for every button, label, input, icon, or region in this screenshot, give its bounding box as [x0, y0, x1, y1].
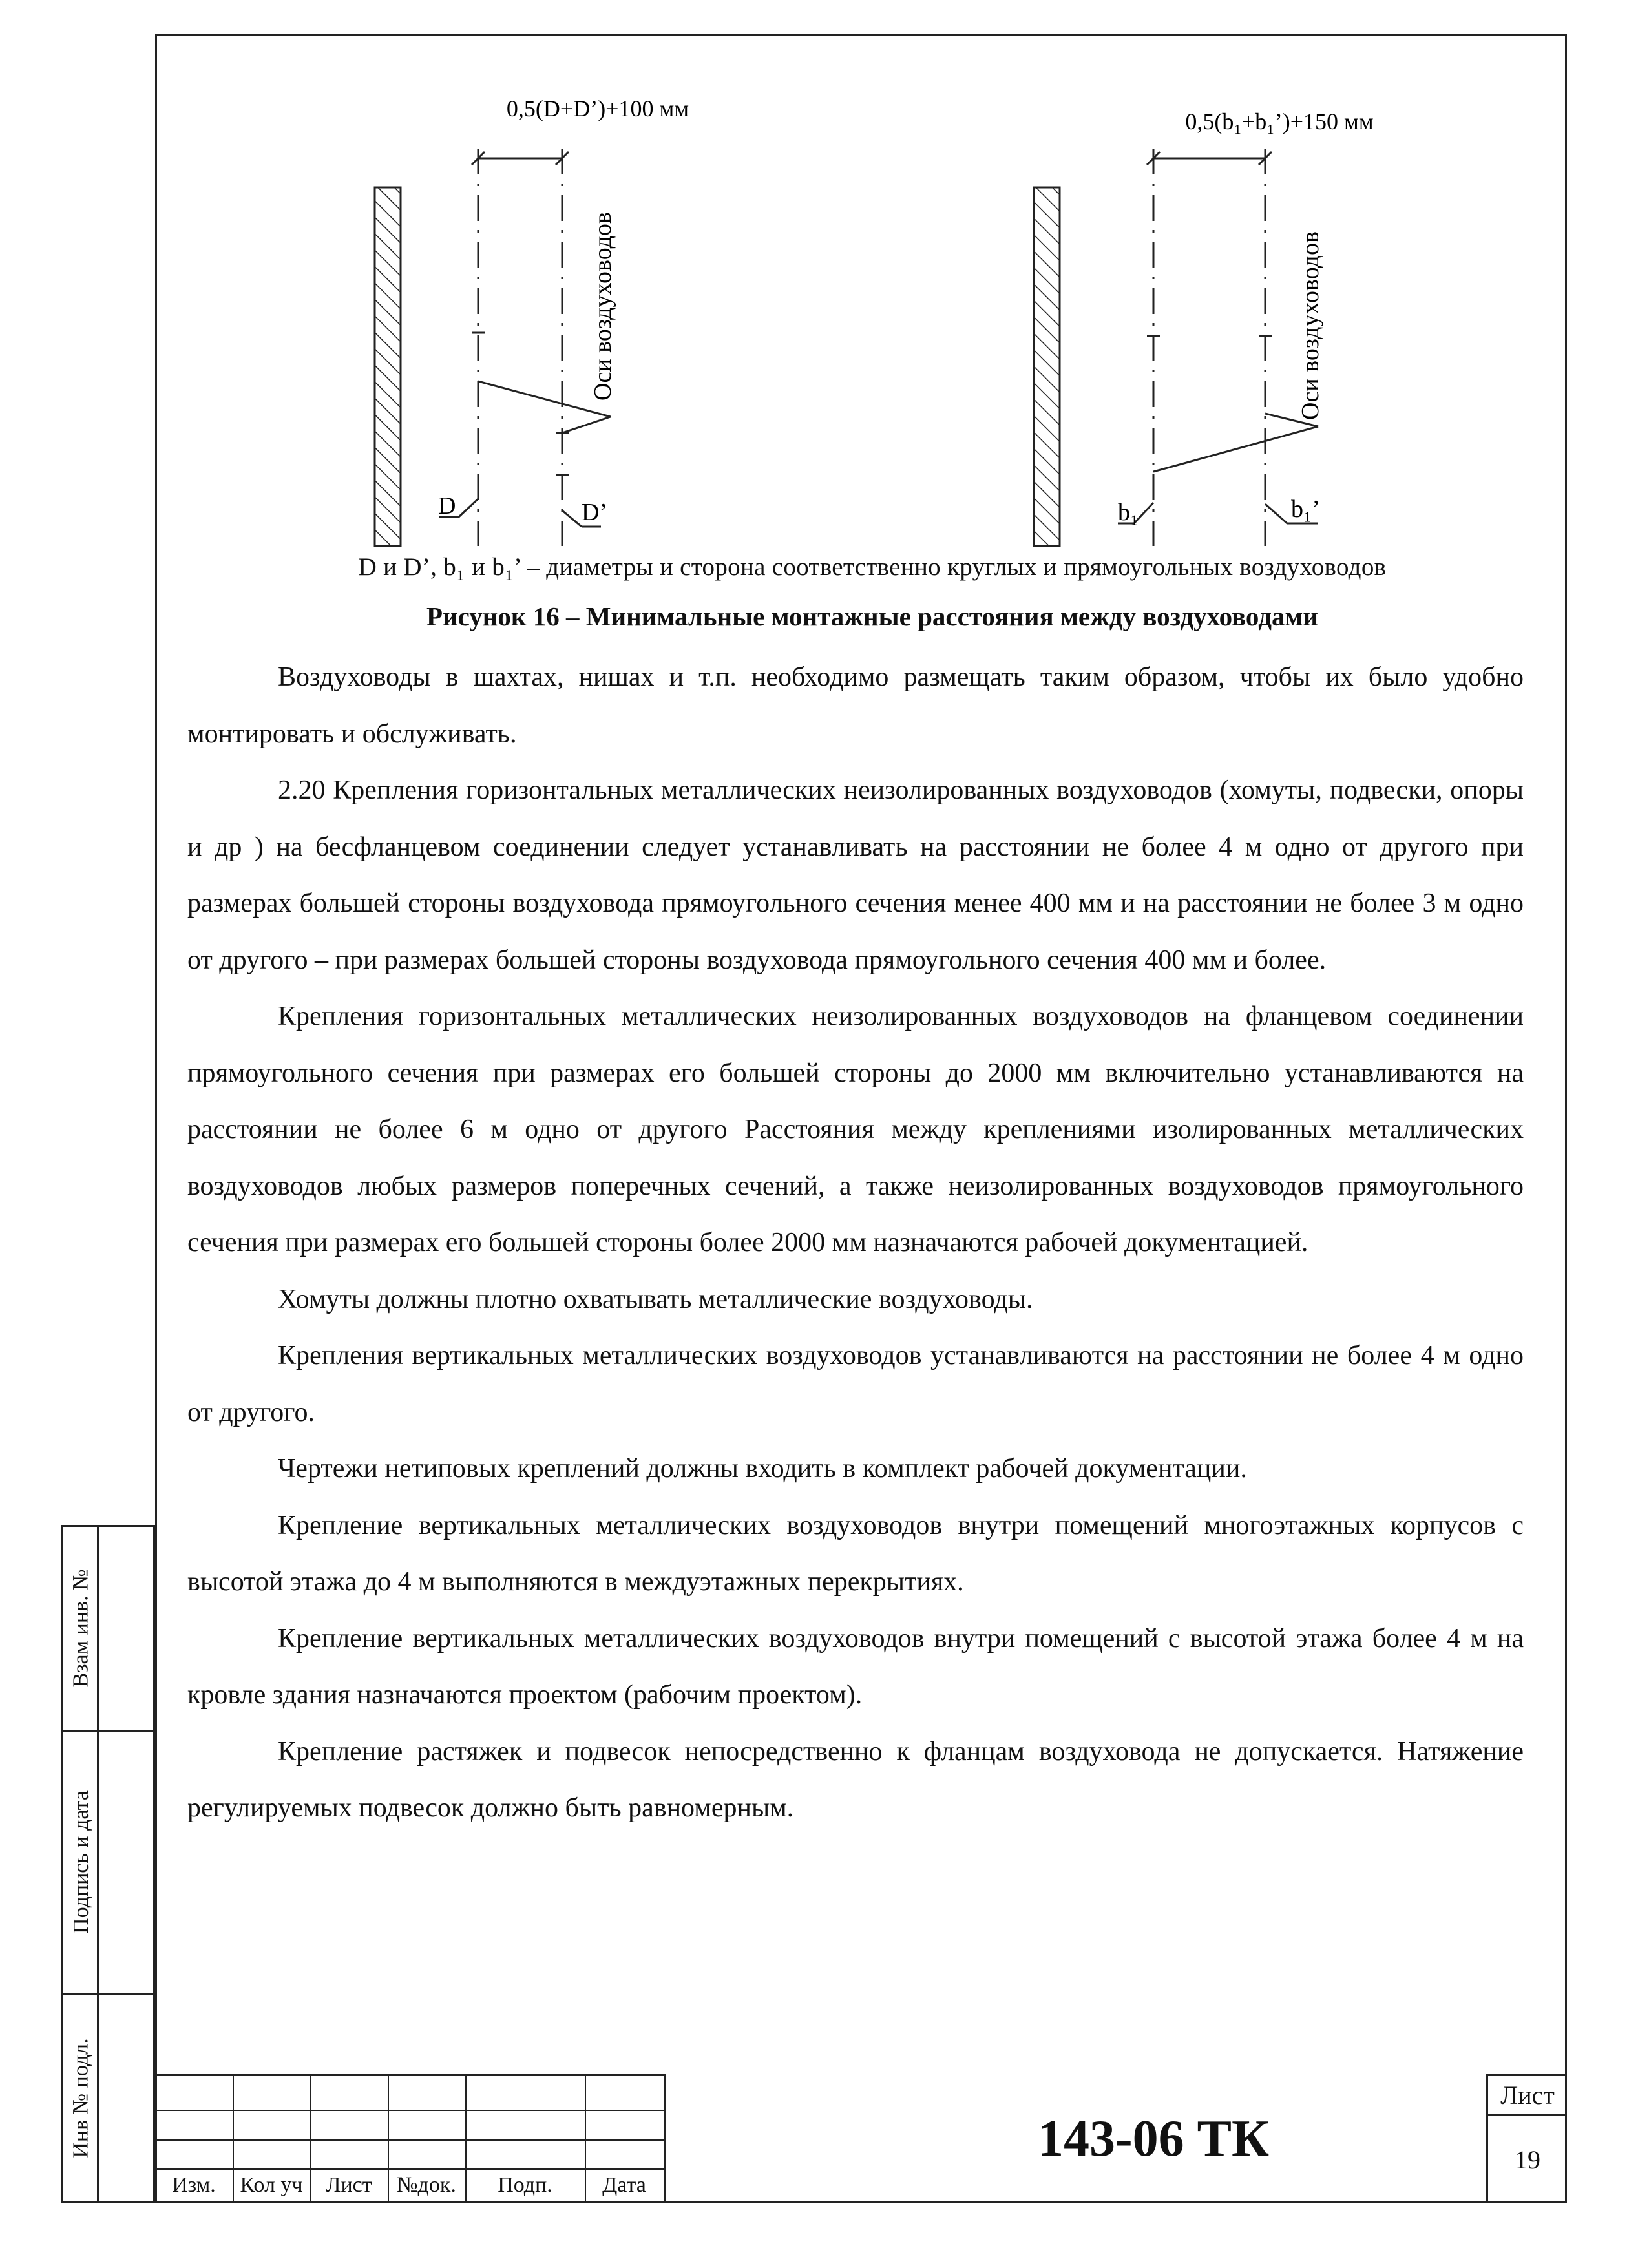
paragraph: Крепление вертикальных металлических воздуховодов внутри помещений с высотой этажа более 4 м на кровле здания назначаются проектом (рабочим проектом). [187, 1623, 1524, 1710]
sheet-label: Лист [1488, 2076, 1567, 2116]
left-wall-hatch [375, 187, 401, 546]
side-label-inv: Инв № подл. [69, 2038, 94, 2158]
figure-caption: Рисунок 16 – Минимальные монтажные расстояния между воздуховодами [426, 602, 1319, 631]
side-cell-podpis [61, 1730, 155, 1995]
side-cell-vzam [61, 1525, 155, 1732]
side-strip [61, 1525, 155, 2203]
stamp-header-ndok: №док. [397, 2173, 456, 2197]
stamp-header-podp: Подп. [498, 2173, 552, 2197]
paragraph: Крепление растяжек и подвесок непосредственно к фланцам воздуховода не допускается. Натяжение регулируемых подвесок должно быть равномерным. [187, 1736, 1524, 1823]
paragraph: 2.20 Крепления горизонтальных металлических неизолированных воздуховодов (хомуты, подвески, опоры и др ) на бесфланцевом соединении следует устанавливать на расстоянии не более 4 м одно от другого при размерах большей стороны воздуховода прямоугольного сечения менее 400 мм и на расстоянии не более 3 м одно от другого – при размерах большей стороны воздуховода прямоугольного сечения 400 мм и более. [187, 775, 1524, 975]
label-b1: b₁ [1118, 499, 1139, 526]
title-block [155, 2074, 1567, 2203]
paragraph: Хомуты должны плотно охватывать металлические воздуховоды. [278, 1284, 1033, 1314]
right-axis-label: Оси воздуховодов [1297, 231, 1324, 420]
left-diagram [375, 97, 689, 546]
stamp-header-izm: Изм. [172, 2173, 216, 2197]
label-D: D [438, 492, 456, 520]
side-label-podpis: Подпись и дата [69, 1790, 93, 1934]
paragraph: Крепления горизонтальных металлических неизолированных воздуховодов на фланцевом соединении прямоугольного сечения при размерах его большей стороны до 2000 мм включительно устанавливаются на расстоянии не более 6 м одно от другого Расстояния между креплениями изолированных металлических воздуховодов любых размеров поперечных сечений, а также неизолированных воздуховодов прямоугольного сечения при размерах его большей стороны более 2000 мм назначаются рабочей документацией. [187, 1002, 1524, 1257]
right-wall-hatch [1034, 187, 1060, 546]
label-b1-prime: b₁’ [1291, 496, 1320, 523]
side-cell-inv [61, 1993, 155, 2203]
stamp-header-data: Дата [602, 2173, 646, 2197]
body-text [187, 649, 1524, 1837]
figure-note: D и D’, b₁ и b₁’ – диаметры и сторона соответственно круглых и прямоугольных воздуховодов [358, 553, 1387, 581]
left-dim-label: 0,5(D+D’)+100 мм [506, 97, 689, 121]
sheet-box [1486, 2074, 1567, 2203]
paragraph: Крепления вертикальных металлических воздуховодов устанавливаются на расстоянии не более 4 м одно от другого. [187, 1341, 1524, 1427]
label-D-prime: D’ [582, 499, 608, 526]
revision-table [155, 2074, 666, 2203]
stamp-header-list: Лист [326, 2173, 372, 2197]
paragraph: Воздуховоды в шахтах, нишах и т.п. необходимо размещать таким образом, чтобы их было удобно монтировать и обслуживать. [187, 662, 1524, 749]
document-code: 143-06 ТК [1037, 2110, 1269, 2167]
sheet-number: 19 [1515, 2145, 1540, 2174]
figure-16 [155, 97, 1567, 549]
side-label-vzam: Взам инв. № [69, 1569, 94, 1688]
figure-drawing [155, 97, 1567, 549]
left-axis-label: Оси воздуховодов [589, 212, 616, 401]
right-dim-label: 0,5(b₁+b₁’)+150 мм [1185, 109, 1374, 134]
stamp-header-kol: Кол уч [240, 2173, 303, 2197]
paragraph: Крепление вертикальных металлических воздуховодов внутри помещений многоэтажных корпусов с высотой этажа до 4 м выполняются в междуэтажных перекрытиях. [187, 1510, 1524, 1597]
paragraph: Чертежи нетиповых креплений должны входить в комплект рабочей документации. [278, 1454, 1247, 1484]
right-diagram [1034, 109, 1374, 546]
